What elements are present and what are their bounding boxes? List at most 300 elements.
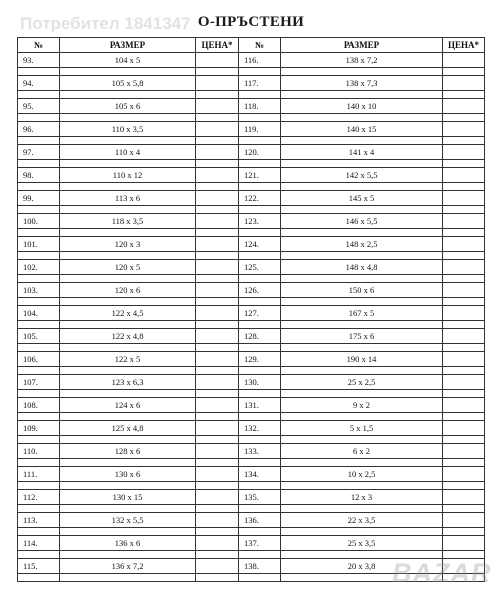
divider-cell — [443, 321, 485, 329]
divider-cell — [239, 252, 281, 260]
divider-cell — [60, 68, 196, 76]
divider-cell — [281, 436, 443, 444]
row-number-left: 108. — [18, 398, 60, 413]
row-price-left — [196, 168, 239, 183]
divider-cell — [443, 413, 485, 421]
divider-cell — [239, 413, 281, 421]
row-price-right — [443, 421, 485, 436]
watermark: Потребител 1841347 — [20, 14, 191, 33]
divider-cell — [239, 551, 281, 559]
divider-cell — [196, 275, 239, 283]
table-row — [18, 444, 485, 459]
table-row — [18, 76, 485, 91]
divider-cell — [239, 68, 281, 76]
header-number-left: № — [18, 38, 60, 53]
row-number-left: 113. — [18, 513, 60, 528]
row-price-left — [196, 53, 239, 68]
row-price-right — [443, 237, 485, 252]
divider-cell — [18, 528, 60, 536]
divider-cell — [196, 436, 239, 444]
row-price-right — [443, 536, 485, 551]
row-price-left — [196, 145, 239, 160]
divider-cell — [18, 252, 60, 260]
row-number-left: 102. — [18, 260, 60, 275]
row-price-left — [196, 191, 239, 206]
divider-cell — [443, 528, 485, 536]
divider-cell — [281, 459, 443, 467]
divider-cell — [196, 413, 239, 421]
row-number-right: 130. — [239, 375, 281, 390]
row-price-left — [196, 421, 239, 436]
divider-cell — [281, 206, 443, 214]
divider-cell — [60, 160, 196, 168]
row-divider — [18, 344, 485, 352]
row-size-left: 110 x 3,5 — [60, 122, 196, 137]
row-price-left — [196, 444, 239, 459]
divider-cell — [281, 528, 443, 536]
row-number-right: 126. — [239, 283, 281, 298]
row-divider — [18, 413, 485, 421]
divider-cell — [443, 229, 485, 237]
row-size-right: 22 x 3,5 — [281, 513, 443, 528]
row-size-right: 25 x 2,5 — [281, 375, 443, 390]
row-number-left: 110. — [18, 444, 60, 459]
row-price-left — [196, 122, 239, 137]
table-row — [18, 490, 485, 505]
row-price-right — [443, 145, 485, 160]
row-size-left: 130 x 15 — [60, 490, 196, 505]
row-price-right — [443, 490, 485, 505]
header-price-left: ЦЕНА* — [196, 38, 239, 53]
header-price-right: ЦЕНА* — [443, 38, 485, 53]
divider-cell — [239, 137, 281, 145]
divider-cell — [196, 344, 239, 352]
divider-cell — [239, 114, 281, 122]
row-size-left: 122 x 4,8 — [60, 329, 196, 344]
table-body — [18, 53, 485, 582]
row-size-right: 140 x 15 — [281, 122, 443, 137]
divider-cell — [443, 459, 485, 467]
divider-cell — [281, 344, 443, 352]
table-row — [18, 122, 485, 137]
divider-cell — [443, 482, 485, 490]
divider-cell — [18, 206, 60, 214]
divider-cell — [18, 505, 60, 513]
row-price-right — [443, 513, 485, 528]
row-price-right — [443, 306, 485, 321]
divider-cell — [239, 436, 281, 444]
row-number-left: 111. — [18, 467, 60, 482]
table-row — [18, 398, 485, 413]
divider-cell — [443, 436, 485, 444]
row-number-left: 95. — [18, 99, 60, 114]
row-size-left: 130 x 6 — [60, 467, 196, 482]
divider-cell — [18, 367, 60, 375]
divider-cell — [18, 114, 60, 122]
row-size-right: 25 x 3,5 — [281, 536, 443, 551]
divider-cell — [239, 482, 281, 490]
header-size-right: РАЗМЕР — [281, 38, 443, 53]
table-row — [18, 168, 485, 183]
row-number-right: 116. — [239, 53, 281, 68]
divider-cell — [443, 275, 485, 283]
row-number-right: 127. — [239, 306, 281, 321]
row-size-right: 138 x 7,2 — [281, 53, 443, 68]
row-price-left — [196, 76, 239, 91]
row-price-left — [196, 513, 239, 528]
divider-cell — [60, 91, 196, 99]
divider-cell — [60, 551, 196, 559]
divider-cell — [196, 298, 239, 306]
divider-cell — [18, 413, 60, 421]
divider-cell — [196, 114, 239, 122]
row-divider — [18, 160, 485, 168]
row-number-right: 118. — [239, 99, 281, 114]
divider-cell — [239, 390, 281, 398]
row-price-right — [443, 191, 485, 206]
row-size-left: 136 x 7,2 — [60, 559, 196, 574]
divider-cell — [18, 298, 60, 306]
row-price-left — [196, 490, 239, 505]
row-number-right: 138. — [239, 559, 281, 574]
divider-cell — [443, 298, 485, 306]
divider-cell — [18, 321, 60, 329]
row-number-right: 119. — [239, 122, 281, 137]
divider-cell — [443, 505, 485, 513]
divider-cell — [18, 390, 60, 398]
row-divider — [18, 390, 485, 398]
row-price-right — [443, 467, 485, 482]
divider-cell — [443, 160, 485, 168]
row-number-right: 137. — [239, 536, 281, 551]
row-number-left: 106. — [18, 352, 60, 367]
divider-cell — [281, 321, 443, 329]
divider-cell — [60, 298, 196, 306]
row-price-right — [443, 398, 485, 413]
row-price-right — [443, 375, 485, 390]
row-price-right — [443, 444, 485, 459]
divider-cell — [281, 114, 443, 122]
bazar-logo: BAZAR — [392, 558, 492, 588]
row-size-left: 124 x 6 — [60, 398, 196, 413]
row-size-right: 9 x 2 — [281, 398, 443, 413]
divider-cell — [281, 229, 443, 237]
divider-cell — [60, 528, 196, 536]
row-size-left: 105 x 5,8 — [60, 76, 196, 91]
divider-cell — [18, 551, 60, 559]
divider-cell — [239, 344, 281, 352]
row-price-right — [443, 168, 485, 183]
row-divider — [18, 206, 485, 214]
divider-cell — [196, 528, 239, 536]
divider-cell — [443, 68, 485, 76]
row-divider — [18, 68, 485, 76]
row-size-left: 122 x 4,5 — [60, 306, 196, 321]
row-size-right: 140 x 10 — [281, 99, 443, 114]
row-size-left: 110 x 4 — [60, 145, 196, 160]
row-number-right: 123. — [239, 214, 281, 229]
row-number-left: 97. — [18, 145, 60, 160]
header-size-left: РАЗМЕР — [60, 38, 196, 53]
row-price-right — [443, 260, 485, 275]
divider-cell — [443, 91, 485, 99]
row-size-right: 175 x 6 — [281, 329, 443, 344]
row-size-left: 128 x 6 — [60, 444, 196, 459]
divider-cell — [18, 160, 60, 168]
table-row — [18, 513, 485, 528]
table-row — [18, 283, 485, 298]
row-price-right — [443, 214, 485, 229]
row-price-left — [196, 99, 239, 114]
row-number-right: 134. — [239, 467, 281, 482]
row-price-left — [196, 352, 239, 367]
divider-cell — [18, 229, 60, 237]
divider-cell — [281, 252, 443, 260]
divider-cell — [60, 459, 196, 467]
row-size-right: 10 x 2,5 — [281, 467, 443, 482]
divider-cell — [196, 574, 239, 582]
divider-cell — [443, 114, 485, 122]
divider-cell — [196, 206, 239, 214]
divider-cell — [239, 528, 281, 536]
divider-cell — [281, 183, 443, 191]
divider-cell — [196, 482, 239, 490]
divider-cell — [196, 321, 239, 329]
divider-cell — [239, 505, 281, 513]
divider-cell — [18, 91, 60, 99]
divider-cell — [239, 298, 281, 306]
row-price-left — [196, 467, 239, 482]
row-size-right: 167 x 5 — [281, 306, 443, 321]
row-number-left: 114. — [18, 536, 60, 551]
divider-cell — [281, 137, 443, 145]
row-number-left: 101. — [18, 237, 60, 252]
row-number-right: 122. — [239, 191, 281, 206]
row-number-right: 125. — [239, 260, 281, 275]
divider-cell — [239, 206, 281, 214]
divider-cell — [60, 436, 196, 444]
divider-cell — [196, 459, 239, 467]
divider-cell — [60, 252, 196, 260]
row-price-right — [443, 53, 485, 68]
divider-cell — [239, 574, 281, 582]
divider-cell — [239, 183, 281, 191]
row-size-right: 145 x 5 — [281, 191, 443, 206]
divider-cell — [18, 275, 60, 283]
page-title: О-ПРЪСТЕНИ — [197, 14, 305, 30]
divider-cell — [18, 436, 60, 444]
row-number-left: 109. — [18, 421, 60, 436]
divider-cell — [196, 160, 239, 168]
divider-cell — [60, 137, 196, 145]
table-row — [18, 191, 485, 206]
row-price-right — [443, 99, 485, 114]
table-row — [18, 329, 485, 344]
divider-cell — [18, 344, 60, 352]
row-size-right: 141 x 4 — [281, 145, 443, 160]
row-number-left: 115. — [18, 559, 60, 574]
table-row — [18, 53, 485, 68]
row-price-left — [196, 283, 239, 298]
row-divider — [18, 137, 485, 145]
row-price-left — [196, 559, 239, 574]
divider-cell — [196, 137, 239, 145]
row-size-right: 142 x 5,5 — [281, 168, 443, 183]
divider-cell — [443, 206, 485, 214]
row-size-right: 148 x 2,5 — [281, 237, 443, 252]
divider-cell — [18, 459, 60, 467]
row-size-right: 20 x 3,8 — [281, 559, 443, 574]
divider-cell — [239, 160, 281, 168]
row-number-left: 112. — [18, 490, 60, 505]
row-size-right: 146 x 5,5 — [281, 214, 443, 229]
row-divider — [18, 459, 485, 467]
divider-cell — [18, 183, 60, 191]
divider-cell — [60, 229, 196, 237]
row-divider — [18, 436, 485, 444]
row-number-right: 117. — [239, 76, 281, 91]
row-price-right — [443, 283, 485, 298]
row-price-left — [196, 306, 239, 321]
table-row — [18, 145, 485, 160]
divider-cell — [281, 413, 443, 421]
row-divider — [18, 528, 485, 536]
row-divider — [18, 367, 485, 375]
row-divider — [18, 91, 485, 99]
divider-cell — [60, 321, 196, 329]
divider-cell — [60, 413, 196, 421]
divider-cell — [443, 344, 485, 352]
divider-cell — [281, 91, 443, 99]
divider-cell — [281, 298, 443, 306]
row-size-right: 5 x 1,5 — [281, 421, 443, 436]
row-number-left: 105. — [18, 329, 60, 344]
row-size-right: 138 x 7,3 — [281, 76, 443, 91]
row-size-right: 6 x 2 — [281, 444, 443, 459]
row-size-left: 125 x 4,8 — [60, 421, 196, 436]
row-number-right: 133. — [239, 444, 281, 459]
row-size-right: 148 x 4,8 — [281, 260, 443, 275]
divider-cell — [196, 505, 239, 513]
row-size-right: 12 x 3 — [281, 490, 443, 505]
divider-cell — [60, 183, 196, 191]
divider-cell — [60, 367, 196, 375]
table-header-row — [18, 38, 485, 53]
divider-cell — [239, 91, 281, 99]
table-row — [18, 421, 485, 436]
divider-cell — [281, 390, 443, 398]
divider-cell — [196, 91, 239, 99]
divider-cell — [443, 183, 485, 191]
header-number-right: № — [239, 38, 281, 53]
divider-cell — [196, 551, 239, 559]
table-row — [18, 375, 485, 390]
row-size-left: 122 x 5 — [60, 352, 196, 367]
row-number-left: 93. — [18, 53, 60, 68]
row-size-left: 110 x 12 — [60, 168, 196, 183]
table-row — [18, 237, 485, 252]
divider-cell — [239, 367, 281, 375]
row-number-right: 132. — [239, 421, 281, 436]
row-divider — [18, 114, 485, 122]
row-price-left — [196, 329, 239, 344]
row-size-left: 136 x 6 — [60, 536, 196, 551]
row-divider — [18, 252, 485, 260]
row-divider — [18, 298, 485, 306]
row-size-left: 120 x 3 — [60, 237, 196, 252]
row-number-left: 96. — [18, 122, 60, 137]
row-number-left: 98. — [18, 168, 60, 183]
divider-cell — [196, 252, 239, 260]
divider-cell — [239, 275, 281, 283]
row-size-left: 120 x 5 — [60, 260, 196, 275]
row-price-left — [196, 237, 239, 252]
row-price-right — [443, 76, 485, 91]
row-size-right: 150 x 6 — [281, 283, 443, 298]
row-number-left: 103. — [18, 283, 60, 298]
table-row — [18, 260, 485, 275]
table-row — [18, 352, 485, 367]
table-row — [18, 99, 485, 114]
divider-cell — [18, 137, 60, 145]
divider-cell — [239, 321, 281, 329]
table-row — [18, 536, 485, 551]
row-number-right: 131. — [239, 398, 281, 413]
divider-cell — [281, 68, 443, 76]
row-number-left: 107. — [18, 375, 60, 390]
divider-cell — [196, 68, 239, 76]
row-divider — [18, 505, 485, 513]
price-table — [17, 37, 485, 582]
divider-cell — [60, 114, 196, 122]
row-size-right: 190 x 14 — [281, 352, 443, 367]
divider-cell — [443, 390, 485, 398]
table-row — [18, 306, 485, 321]
divider-cell — [18, 574, 60, 582]
row-price-right — [443, 352, 485, 367]
row-size-left: 105 x 6 — [60, 99, 196, 114]
row-divider — [18, 229, 485, 237]
row-number-left: 99. — [18, 191, 60, 206]
row-size-left: 120 x 6 — [60, 283, 196, 298]
row-number-left: 94. — [18, 76, 60, 91]
row-price-left — [196, 398, 239, 413]
divider-cell — [443, 137, 485, 145]
row-price-left — [196, 214, 239, 229]
row-number-left: 104. — [18, 306, 60, 321]
row-price-left — [196, 536, 239, 551]
row-size-left: 118 x 3,5 — [60, 214, 196, 229]
row-divider — [18, 183, 485, 191]
row-size-left: 132 x 5,5 — [60, 513, 196, 528]
row-number-right: 129. — [239, 352, 281, 367]
table-row — [18, 214, 485, 229]
divider-cell — [281, 160, 443, 168]
row-price-left — [196, 375, 239, 390]
divider-cell — [196, 183, 239, 191]
row-divider — [18, 321, 485, 329]
row-price-right — [443, 329, 485, 344]
divider-cell — [60, 390, 196, 398]
row-number-right: 124. — [239, 237, 281, 252]
row-number-right: 120. — [239, 145, 281, 160]
divider-cell — [60, 275, 196, 283]
divider-cell — [281, 482, 443, 490]
row-size-left: 113 x 6 — [60, 191, 196, 206]
row-divider — [18, 482, 485, 490]
divider-cell — [18, 68, 60, 76]
divider-cell — [443, 367, 485, 375]
